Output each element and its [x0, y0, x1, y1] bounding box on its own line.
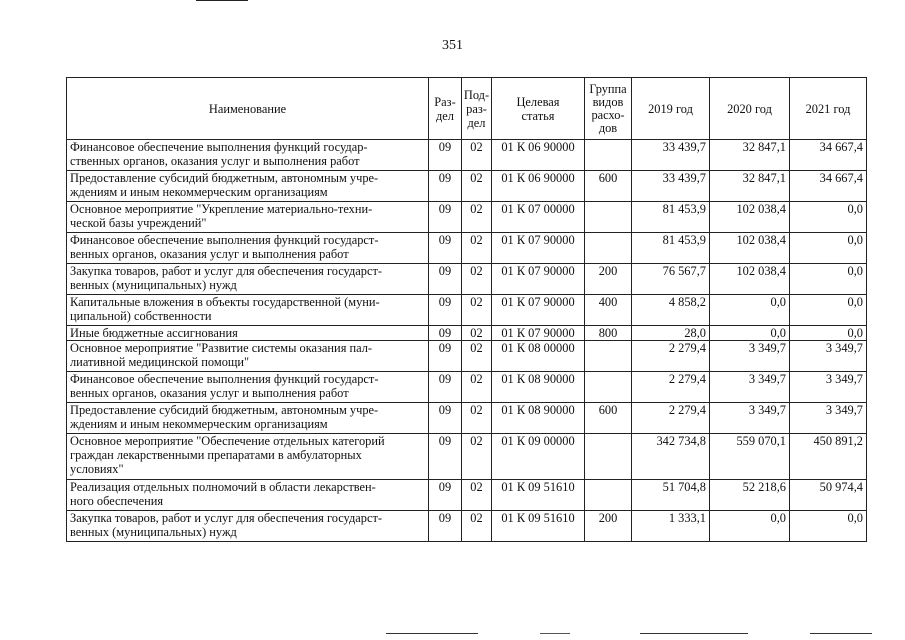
header-section: Раз- дел [429, 78, 462, 140]
table-row [67, 341, 867, 372]
row-subsection: 02 [462, 403, 492, 434]
table-row [67, 233, 867, 264]
row-subsection: 02 [462, 341, 492, 372]
header-expense-group: Группа видов расхо- дов [585, 78, 632, 140]
row-subsection: 02 [462, 140, 492, 171]
row-value-2019: 33 439,7 [632, 171, 710, 202]
row-name: Основное мероприятие "Укрепление материально-техни- ческой базы учреждений" [67, 202, 429, 233]
row-value-2019: 28,0 [632, 326, 710, 341]
row-target-article: 01 К 08 00000 [492, 341, 585, 372]
row-value-2019: 76 567,7 [632, 264, 710, 295]
row-subsection: 02 [462, 171, 492, 202]
row-value-2020: 32 847,1 [710, 140, 790, 171]
row-subsection: 02 [462, 264, 492, 295]
row-value-2020: 102 038,4 [710, 202, 790, 233]
row-name: Закупка товаров, работ и услуг для обеспечения государст- венных (муниципальных) нужд [67, 511, 429, 542]
row-subsection: 02 [462, 295, 492, 326]
header-target-article: Целевая статья [492, 78, 585, 140]
row-value-2020: 102 038,4 [710, 264, 790, 295]
row-value-2020: 0,0 [710, 326, 790, 341]
row-expense-group [585, 372, 632, 403]
row-section: 09 [429, 403, 462, 434]
row-name: Предоставление субсидий бюджетным, автономным учре- ждениям и иным некоммерческим организациям [67, 403, 429, 434]
row-value-2021: 450 891,2 [790, 434, 867, 480]
row-target-article: 01 К 06 90000 [492, 140, 585, 171]
row-value-2021: 0,0 [790, 202, 867, 233]
row-name: Основное мероприятие "Обеспечение отдельных категорий граждан лекарственными препаратами в амбулаторных условиях" [67, 434, 429, 480]
row-subsection: 02 [462, 202, 492, 233]
row-target-article: 01 К 09 51610 [492, 511, 585, 542]
budget-table [66, 77, 867, 542]
row-value-2021: 3 349,7 [790, 403, 867, 434]
row-value-2019: 2 279,4 [632, 372, 710, 403]
row-value-2020: 3 349,7 [710, 341, 790, 372]
table-row [67, 511, 867, 542]
row-target-article: 01 К 08 90000 [492, 403, 585, 434]
table-header-row [67, 78, 867, 140]
page-number: 351 [442, 38, 463, 53]
row-subsection: 02 [462, 372, 492, 403]
bottom-mark [640, 633, 748, 634]
row-value-2019: 2 279,4 [632, 403, 710, 434]
row-value-2021: 0,0 [790, 511, 867, 542]
table-row [67, 372, 867, 403]
table-row [67, 480, 867, 511]
row-section: 09 [429, 372, 462, 403]
row-name: Финансовое обеспечение выполнения функций государст- венных органов, оказания услуг и выполнения работ [67, 372, 429, 403]
row-target-article: 01 К 08 90000 [492, 372, 585, 403]
row-expense-group: 200 [585, 264, 632, 295]
row-subsection: 02 [462, 434, 492, 480]
row-value-2021: 0,0 [790, 295, 867, 326]
row-value-2020: 102 038,4 [710, 233, 790, 264]
header-2020: 2020 год [710, 78, 790, 140]
row-subsection: 02 [462, 511, 492, 542]
row-subsection: 02 [462, 480, 492, 511]
table-row [67, 434, 867, 480]
row-target-article: 01 К 06 90000 [492, 171, 585, 202]
header-subsection: Под- раз- дел [462, 78, 492, 140]
table-row [67, 202, 867, 233]
row-section: 09 [429, 140, 462, 171]
row-value-2021: 0,0 [790, 326, 867, 341]
row-name: Основное мероприятие "Развитие системы оказания пал- лиативной медицинской помощи" [67, 341, 429, 372]
bottom-mark [386, 633, 478, 634]
row-value-2020: 559 070,1 [710, 434, 790, 480]
row-expense-group [585, 140, 632, 171]
row-value-2020: 3 349,7 [710, 372, 790, 403]
row-target-article: 01 К 09 00000 [492, 434, 585, 480]
row-value-2021: 3 349,7 [790, 341, 867, 372]
row-value-2019: 81 453,9 [632, 233, 710, 264]
row-section: 09 [429, 511, 462, 542]
header-2019: 2019 год [632, 78, 710, 140]
row-section: 09 [429, 480, 462, 511]
row-value-2021: 34 667,4 [790, 140, 867, 171]
row-name: Реализация отдельных полномочий в области лекарствен- ного обеспечения [67, 480, 429, 511]
table-row [67, 140, 867, 171]
top-rule [196, 0, 248, 1]
row-target-article: 01 К 09 51610 [492, 480, 585, 511]
row-expense-group: 800 [585, 326, 632, 341]
row-section: 09 [429, 341, 462, 372]
row-value-2019: 51 704,8 [632, 480, 710, 511]
row-value-2020: 32 847,1 [710, 171, 790, 202]
row-value-2019: 33 439,7 [632, 140, 710, 171]
row-value-2021: 0,0 [790, 233, 867, 264]
row-name: Предоставление субсидий бюджетным, автономным учре- ждениям и иным некоммерческим организациям [67, 171, 429, 202]
table-row [67, 295, 867, 326]
header-2021: 2021 год [790, 78, 867, 140]
row-expense-group: 400 [585, 295, 632, 326]
bottom-mark [540, 633, 570, 634]
row-value-2020: 52 218,6 [710, 480, 790, 511]
row-value-2021: 34 667,4 [790, 171, 867, 202]
row-expense-group [585, 480, 632, 511]
row-section: 09 [429, 434, 462, 480]
row-expense-group: 600 [585, 403, 632, 434]
row-value-2020: 0,0 [710, 511, 790, 542]
row-section: 09 [429, 264, 462, 295]
row-target-article: 01 К 07 90000 [492, 295, 585, 326]
row-name: Финансовое обеспечение выполнения функций государст- венных органов, оказания услуг и выполнения работ [67, 233, 429, 264]
row-expense-group [585, 434, 632, 480]
row-section: 09 [429, 326, 462, 341]
row-target-article: 01 К 07 00000 [492, 202, 585, 233]
row-section: 09 [429, 295, 462, 326]
row-expense-group [585, 341, 632, 372]
table-row [67, 171, 867, 202]
row-expense-group [585, 233, 632, 264]
row-value-2021: 3 349,7 [790, 372, 867, 403]
row-value-2019: 1 333,1 [632, 511, 710, 542]
row-value-2019: 81 453,9 [632, 202, 710, 233]
row-value-2021: 50 974,4 [790, 480, 867, 511]
row-name: Закупка товаров, работ и услуг для обеспечения государст- венных (муниципальных) нужд [67, 264, 429, 295]
row-name: Финансовое обеспечение выполнения функций государ- ственных органов, оказания услуг и выполнения работ [67, 140, 429, 171]
row-value-2021: 0,0 [790, 264, 867, 295]
row-value-2020: 0,0 [710, 295, 790, 326]
row-target-article: 01 К 07 90000 [492, 326, 585, 341]
row-section: 09 [429, 171, 462, 202]
row-value-2019: 2 279,4 [632, 341, 710, 372]
row-value-2019: 4 858,2 [632, 295, 710, 326]
table-row [67, 403, 867, 434]
row-subsection: 02 [462, 233, 492, 264]
row-expense-group: 600 [585, 171, 632, 202]
header-name: Наименование [67, 78, 429, 140]
row-expense-group [585, 202, 632, 233]
row-subsection: 02 [462, 326, 492, 341]
bottom-mark [810, 633, 872, 634]
table-row [67, 326, 867, 341]
row-value-2020: 3 349,7 [710, 403, 790, 434]
row-section: 09 [429, 233, 462, 264]
row-expense-group: 200 [585, 511, 632, 542]
row-name: Капитальные вложения в объекты государственной (муни- ципальной) собственности [67, 295, 429, 326]
table-row [67, 264, 867, 295]
row-section: 09 [429, 202, 462, 233]
row-name: Иные бюджетные ассигнования [67, 326, 429, 341]
row-target-article: 01 К 07 90000 [492, 264, 585, 295]
row-value-2019: 342 734,8 [632, 434, 710, 480]
row-target-article: 01 К 07 90000 [492, 233, 585, 264]
